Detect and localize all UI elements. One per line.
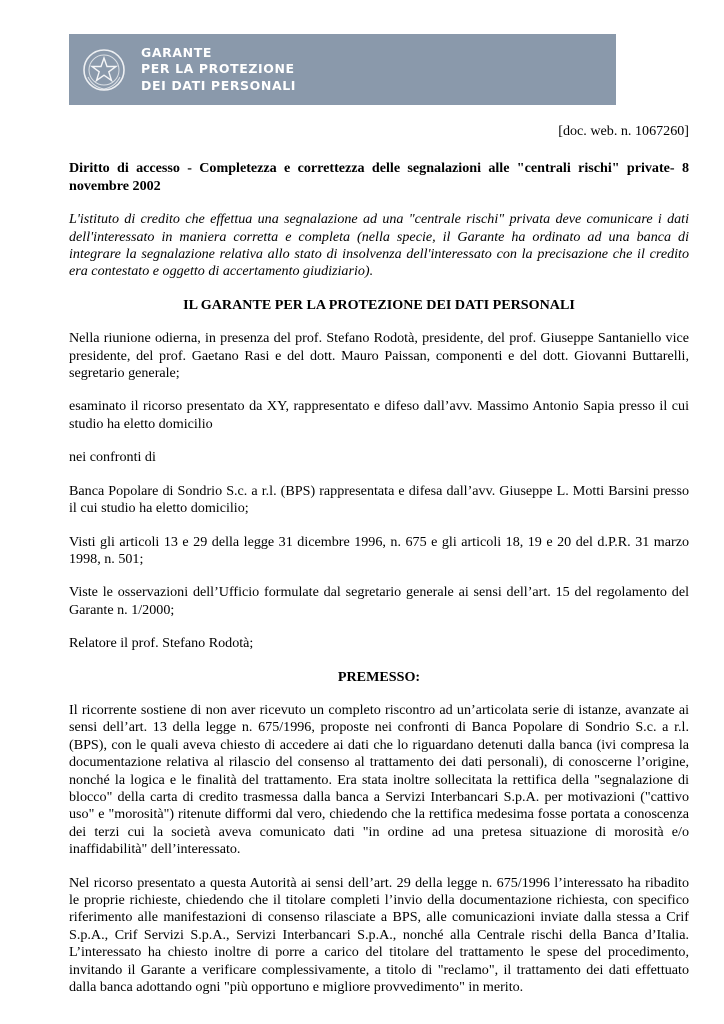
banner-title (141, 45, 296, 95)
paragraph: esaminato il ricorso presentato da XY, rappresentato e difeso dall’avv. Massimo Antonio Sapia presso il cui studio ha eletto domicilio (69, 398, 689, 432)
banner-title-line: GARANTE (141, 44, 212, 60)
document-reference: [doc. web. n. 1067260] (558, 123, 689, 139)
document-abstract: L'istituto di credito che effettua una segnalazione ad una "centrale rischi" privata deve comunicare i dati dell'interessato in maniera corretta e completa (nella specie, il Garante ha ordinato ad una banca di integrare la segnalazione relativa allo stato di insolvenza dell'interessato con la precisazione che il credito era contestato e oggetto di accertamento giudiziario). (69, 211, 689, 280)
document-title: Diritto di accesso - Completezza e correttezza delle segnalazioni alle "centrali rischi" private- 8 novembre 2002 (69, 160, 689, 194)
italian-republic-emblem-icon (81, 47, 127, 93)
document-body (69, 118, 689, 996)
paragraph: Banca Popolare di Sondrio S.c. a r.l. (BPS) rappresentata e difesa dall’avv. Giuseppe L. Motti Barsini presso il cui studio ha eletto domicilio; (69, 482, 689, 517)
banner-title-line: PER LA PROTEZIONE (141, 61, 295, 77)
banner-title-line: DEI DATI PERSONALI (141, 77, 297, 93)
paragraph: nei confronti di (69, 449, 156, 466)
paragraph: Visti gli articoli 13 e 29 della legge 31 dicembre 1996, n. 675 e gli articoli 18, 19 e 20 del d.P.R. 31 marzo 1998, n. 501; (69, 533, 689, 567)
paragraph: Viste le osservazioni dell’Ufficio formulate dal segretario generale ai sensi dell’art. 15 del regolamento del Garante n. 1/2000; (69, 584, 689, 618)
header-banner (69, 34, 616, 105)
premesso-paragraph: Nel ricorso presentato a questa Autorità ai sensi dell’art. 29 della legge n. 675/1996 l’interessato ha ribadito le proprie richieste, chiedendo che il titolare completi l’invio della documentazione richiesta, con specifico riferimento alle manifestazioni di consenso rilasciate a BPS, alle comunicazioni inviate dalla stessa a Crif S.p.A., Crif Servizi S.p.A., Servizi Interbancari S.p.A., nonché alla Centrale rischi della Banca d’Italia. L’interessato ha chiesto inoltre di porre a carico del titolare del trattamento le spese del procedimento, invitando il Garante a verificare complessivamente, a titolo di "reclamo", il trattamento dei dati effettuato dalla banca adottando ogni "più opportuno e migliore provvedimento" in merito. (69, 874, 689, 996)
premesso-paragraph: Il ricorrente sostiene di non aver ricevuto un completo riscontro ad un’articolata serie di istanze, avanzate ai sensi dell’art. 13 della legge n. 675/1996, proposte nei confronti di Banca Popolare di Sondrio S.c. a r.l. (BPS), con le quali aveva chiesto di accedere ai dati che lo riguardano detenuti dalla banca (ivi compresa la documentazione relativa al rilascio del consenso al trattamento dei dati personali), di conoscerne l’origine, nonché la logica e le finalità del trattamento. Era stata inoltre sollecitata la rettifica della "segnalazione di blocco" della carta di credito trasmessa dalla banca a Servizi Interbancari S.p.A. per motivazioni ("cattivo uso" e "morosità") ritenute difformi dal vero, chiedendo che la rettifica medesima fosse portata a conoscenza dei terzi cui la società aveva comunicato dati "in ordine ad una pretesa situazione di morosità e/o inaffidabilità" dell’interessato. (69, 701, 689, 858)
paragraph: Nella riunione odierna, in presenza del prof. Stefano Rodotà, presidente, del prof. Giuseppe Santaniello vice presidente, del prof. Gaetano Rasi e del dott. Mauro Paissan, componenti e del dott. Giovanni Buttarelli, segretario generale; (69, 330, 689, 382)
paragraph: Relatore il prof. Stefano Rodotà; (69, 635, 254, 652)
section-title: PREMESSO: (337, 668, 421, 685)
authority-heading: IL GARANTE PER LA PROTEZIONE DEI DATI PERSONALI (183, 296, 575, 313)
